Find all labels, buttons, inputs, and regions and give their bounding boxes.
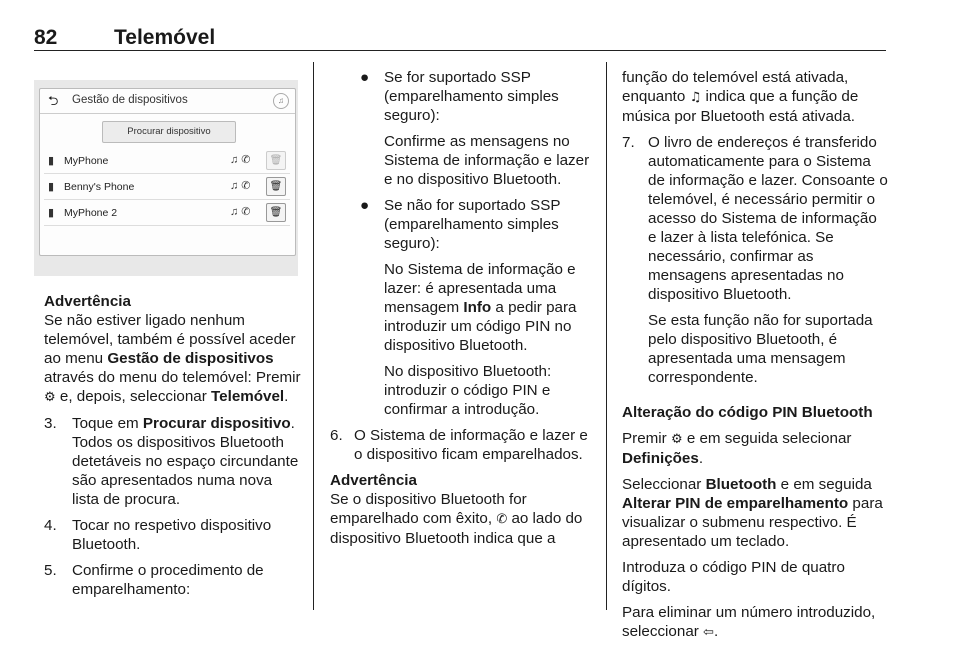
bullet-2-detail-1: No Sistema de informação e lazer: é apresentada uma mensagem Info a pedir para introduzir um código PIN no dispositivo Bluetooth. — [384, 261, 577, 354]
music-icon: ♫ — [273, 93, 289, 109]
step-7-detail: Se esta função não for suportada pelo dispositivo Bluetooth, é apresentada uma mensagem correspondente. — [648, 312, 873, 386]
device-name: MyPhone — [64, 155, 109, 167]
phone-icon: ▮ — [48, 181, 55, 193]
device-row — [44, 201, 290, 226]
bullet-icon: ● — [360, 69, 370, 86]
bluetooth-phone-icon: ♫✆ — [230, 154, 254, 166]
bullet-2: ● Se não for suportado SSP (emparelhamento simples seguro): — [360, 197, 561, 252]
phone-icon: ▮ — [48, 207, 55, 219]
paragraph-3: Introduza o código PIN de quatro dígitos. — [622, 559, 845, 595]
settings-icon: ⚙ — [670, 432, 683, 447]
back-icon: ⮌ — [48, 93, 59, 108]
column-divider-1 — [313, 62, 314, 610]
screen-title: Gestão de dispositivos — [72, 94, 188, 106]
header-rule — [34, 50, 886, 51]
backspace-icon: ⇦ — [703, 625, 714, 640]
delete-icon: 🗑 — [266, 177, 286, 196]
bullet-2-detail-2: No dispositivo Bluetooth: introduzir o código PIN e confirmar a introdução. — [384, 363, 552, 418]
bluetooth-phone-icon: ♫✆ — [230, 180, 254, 192]
column-2 — [330, 68, 592, 555]
phone-icon: ▮ — [48, 155, 55, 167]
note-heading: Advertência — [330, 472, 417, 489]
delete-icon: 🗑 — [266, 203, 286, 222]
note-2: Advertência Se o dispositivo Bluetooth for emparelhado com êxito, ✆ ao lado do dispositivo Bluetooth indica que a — [330, 472, 583, 547]
continued-text: função do telemóvel está ativada, enquanto ♫ indica que a função de música por Bluetooth está ativada. — [622, 69, 859, 125]
bullet-icon: ● — [360, 197, 370, 214]
paragraph-2: Seleccionar Bluetooth e em seguida Alterar PIN de emparelhamento para visualizar o submenu respectivo. É apresentado um teclado. — [622, 476, 883, 550]
column-1 — [44, 292, 302, 606]
step-7: 7. O livro de endereços é transferido automaticamente para o Sistema de informação e lazer. Consoante o telemóvel, é necessário permitir o acesso do Sistema de informação e lazer à lista telefónica. Se necessário, confirmar as mensagens apresentadas no dispositivo Bluetooth. — [622, 134, 888, 303]
device-row — [44, 149, 290, 174]
bullet-1: ● Se for suportado SSP (emparelhamento simples seguro): — [360, 69, 559, 124]
device-name: Benny's Phone — [64, 181, 135, 193]
paragraph-4: Para eliminar um número introduzido, seleccionar ⇦. — [622, 604, 876, 640]
column-divider-2 — [606, 62, 607, 610]
column-3 — [622, 68, 888, 649]
step-3: 3. Toque em Procurar dispositivo. Todos os dispositivos Bluetooth detetáveis no espaço circundante são apresentados numa nova lista de procura. — [44, 415, 299, 508]
note-heading: Advertência — [44, 293, 131, 310]
bluetooth-music-icon: ♫ — [689, 90, 702, 105]
screen — [39, 88, 296, 256]
bullet-1-detail: Confirme as mensagens no Sistema de informação e lazer e no dispositivo Bluetooth. — [384, 133, 590, 188]
note: Advertência Se não estiver ligado nenhum telemóvel, também é possível aceder ao menu Gestão de dispositivos através do menu do telemóvel: Premir ⚙ e, depois, seleccionar Telemóvel. — [44, 293, 301, 405]
bluetooth-phone-icon: ♫✆ — [230, 206, 254, 218]
device-row — [44, 175, 290, 200]
step-5: 5. Confirme o procedimento de emparelhamento: — [44, 562, 264, 598]
search-device-button: Procurar dispositivo — [102, 121, 236, 143]
paragraph-1: Premir ⚙ e em seguida selecionar Definições. — [622, 430, 852, 467]
phone-handset-icon: ✆ — [496, 512, 508, 527]
page-title: Telemóvel — [114, 26, 216, 49]
device-name: MyPhone 2 — [64, 207, 118, 219]
step-6: 6. O Sistema de informação e lazer e o dispositivo ficam emparelhados. — [330, 427, 588, 463]
screen-title-bar — [40, 89, 295, 114]
delete-icon: 🗑 — [266, 151, 286, 170]
page-header — [34, 22, 886, 52]
page-number: 82 — [34, 26, 58, 49]
device-management-screenshot — [34, 80, 298, 276]
settings-icon: ⚙ — [44, 390, 56, 405]
step-4: 4. Tocar no respetivo dispositivo Bluetooth. — [44, 517, 272, 553]
section-heading: Alteração do código PIN Bluetooth — [622, 404, 873, 421]
